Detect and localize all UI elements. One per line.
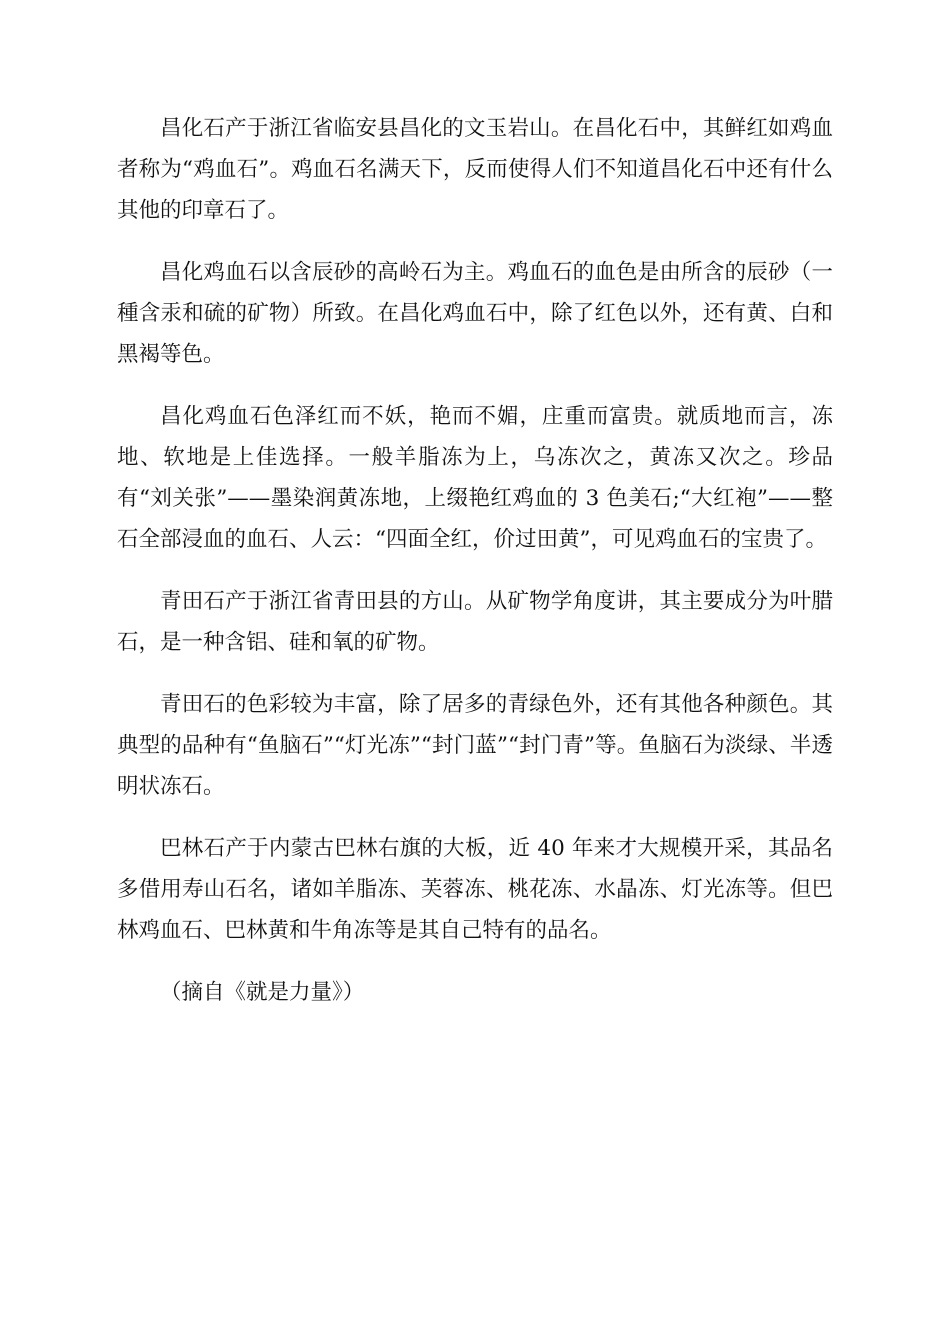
paragraph-qingtian-colors: 青田石的色彩较为丰富，除了居多的青绿色外，还有其他各种颜色。其典型的品种有“鱼脑石”“灯光冻”“封门蓝”“封门青”等。鱼脑石为淡绿、半透明状冻石。 [117, 692, 833, 799]
article-body [117, 108, 833, 1013]
paragraph-balin-stone: 巴林石产于内蒙古巴林右旗的大板，近 40 年来才大规模开采，其品名多借用寿山石名，诸如羊脂冻、芙蓉冻、桃花冻、水晶冻、灯光冻等。但巴林鸡血石、巴林黄和牛角冻等是其自己特有的品名。 [117, 836, 833, 943]
paragraph-changhua-bloodstone: 昌化鸡血石以含辰砂的高岭石为主。鸡血石的血色是由所含的辰砂（一種含汞和硫的矿物）所致。在昌化鸡血石中，除了红色以外，还有黄、白和黑褐等色。 [117, 260, 833, 367]
paragraph-qingtian-stone: 青田石产于浙江省青田县的方山。从矿物学角度讲，其主要成分为叶腊石，是一种含铝、硅和氧的矿物。 [117, 589, 833, 655]
source-citation: （摘自《就是力量》） [160, 980, 365, 1005]
paragraph-bloodstone-quality: 昌化鸡血石色泽红而不妖，艳而不媚，庄重而富贵。就质地而言，冻地、软地是上佳选择。一般羊脂冻为上，乌冻次之，黄冻又次之。珍品有“刘关张”——墨染润黄冻地，上缀艳红鸡血的 3 色美石;“大红袍”——整石全部浸血的血石、人云：“四面全红，价过田黄”，可见鸡血石的宝贵了。 [117, 404, 833, 552]
paragraph-changhua-stone: 昌化石产于浙江省临安县昌化的文玉岩山。在昌化石中，其鲜红如鸡血者称为“鸡血石”。鸡血石名满天下，反而使得人们不知道昌化石中还有什么其他的印章石了。 [117, 116, 833, 223]
